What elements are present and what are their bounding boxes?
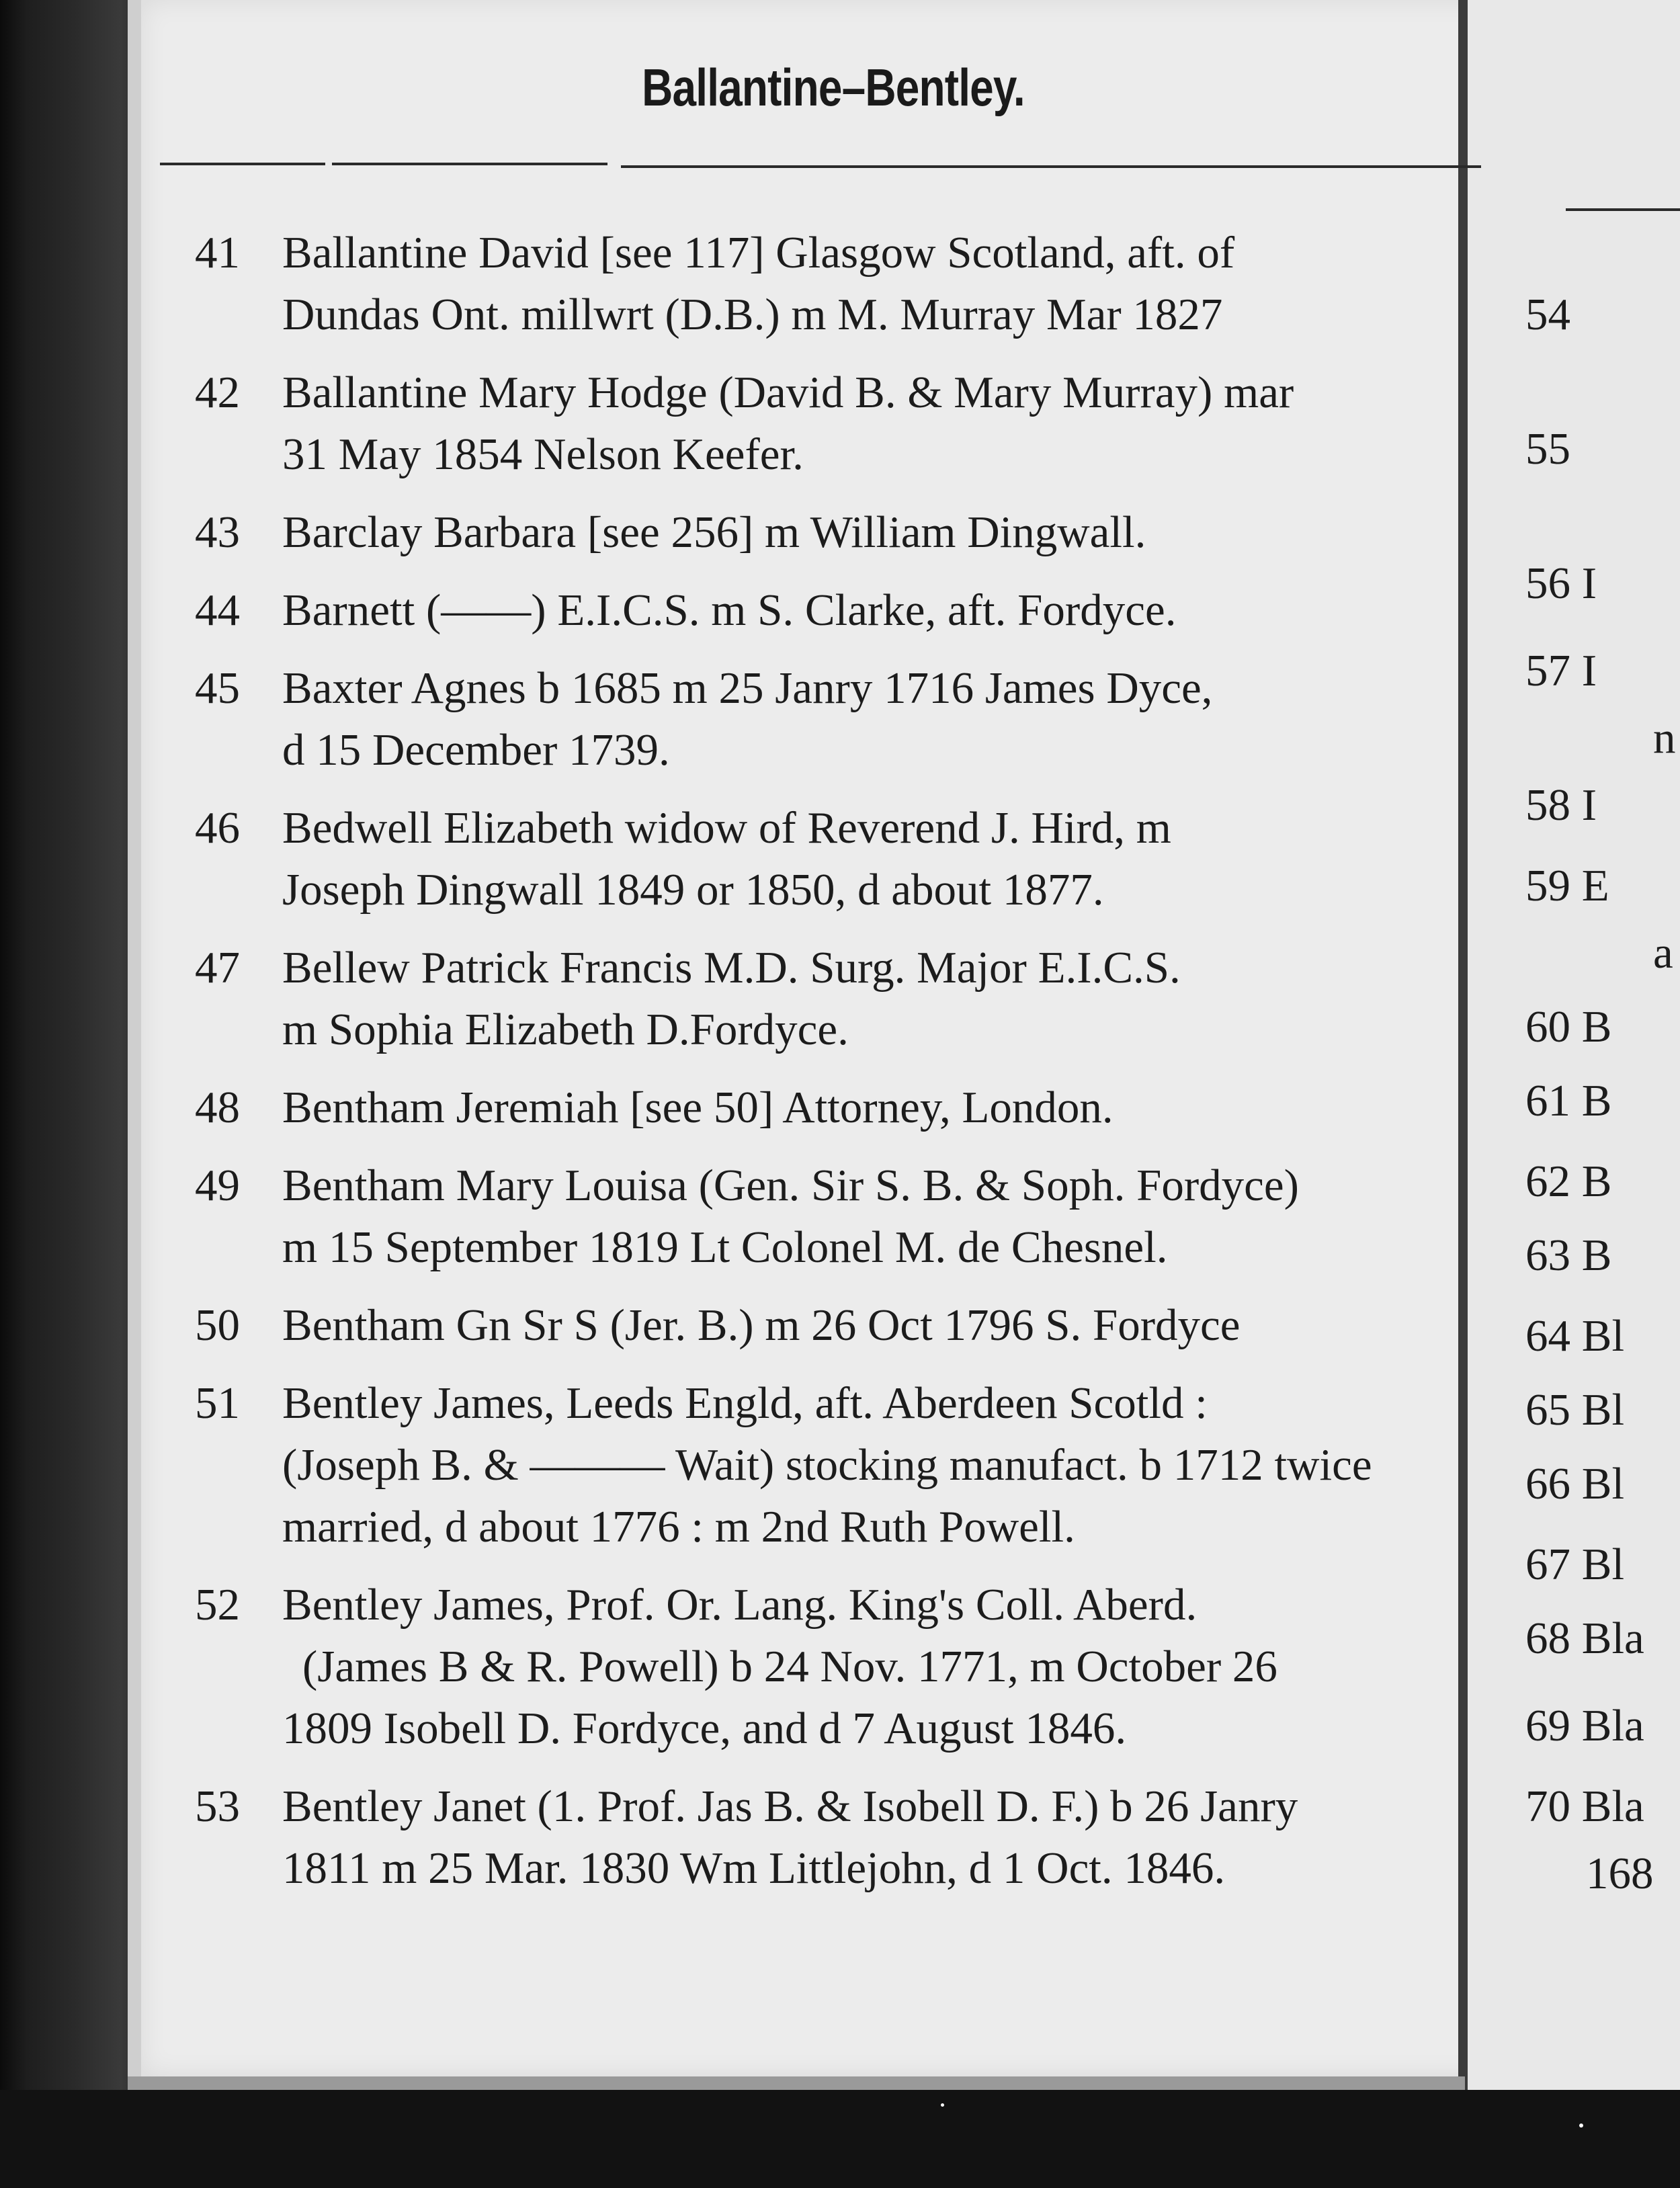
facing-page-entry: 168: [1586, 1849, 1654, 1898]
facing-page-entry: 61 B: [1525, 1076, 1612, 1126]
entry-row: [195, 1372, 1458, 1558]
entry-number: 43: [195, 507, 240, 557]
entry-number: 42: [195, 368, 240, 417]
entry-number: 53: [195, 1781, 240, 1831]
entry-text-line: Bentley James, Prof. Or. Lang. King's Coll. Aberd.: [282, 1580, 1198, 1630]
entry-text-line: Ballantine David [see 117] Glasgow Scotland, aft. of: [282, 228, 1235, 278]
entry-row: [195, 579, 1458, 641]
entry-text-line: Barclay Barbara [see 256] m William Dingwall.: [282, 507, 1146, 557]
facing-page-entry: 60 B: [1525, 1002, 1612, 1052]
facing-page-entry: 62 B: [1525, 1156, 1612, 1206]
facing-page-entry: 67 Bl: [1525, 1540, 1625, 1589]
entry-number: 49: [195, 1161, 240, 1210]
entry-text-line: Barnett (——) E.I.C.S. m S. Clarke, aft. Fordyce.: [282, 585, 1177, 635]
header-rule-middle: [332, 163, 607, 165]
entry-number: 47: [195, 943, 240, 993]
facing-page-entry: 70 Bla: [1525, 1781, 1644, 1831]
facing-page-entry: 59 E: [1525, 861, 1609, 911]
entry-text-line: m Sophia Elizabeth D.Fordyce.: [282, 1005, 849, 1054]
entry-row: [195, 657, 1458, 781]
entry-row: [195, 362, 1458, 485]
entry-number: 45: [195, 663, 240, 713]
facing-page-entry: 55: [1525, 424, 1570, 474]
entry-number: 51: [195, 1378, 240, 1428]
entry-text-line: Bedwell Elizabeth widow of Reverend J. Hird, m: [282, 803, 1171, 853]
entry-text-line: d 15 December 1739.: [282, 725, 670, 775]
entry-list: [195, 222, 1458, 1915]
facing-page-entry: 63 B: [1525, 1230, 1612, 1280]
header-rule-right: [621, 165, 1481, 168]
film-speck: [1579, 2123, 1583, 2128]
entry-row: [195, 1294, 1458, 1356]
entry-text-line: Dundas Ont. millwrt (D.B.) m M. Murray Mar 1827: [282, 290, 1223, 339]
entry-text-line: Bentham Gn Sr S (Jer. B.) m 26 Oct 1796 S. Fordyce: [282, 1300, 1241, 1350]
entry-text-line: 1809 Isobell D. Fordyce, and d 7 August 1846.: [282, 1703, 1127, 1753]
facing-page-entry: 57 I: [1525, 646, 1597, 696]
entry-text-line: Joseph Dingwall 1849 or 1850, d about 1877.: [282, 865, 1104, 915]
entry-text-line: m 15 September 1819 Lt Colonel M. de Chesnel.: [282, 1222, 1168, 1272]
entry-number: 48: [195, 1083, 240, 1132]
entry-text-line: (James B & R. Powell) b 24 Nov. 1771, m October 26: [302, 1642, 1277, 1691]
facing-page-entry: 69 Bla: [1525, 1701, 1644, 1751]
entry-text-line: Ballantine Mary Hodge (David B. & Mary Murray) mar: [282, 368, 1294, 417]
entry-row: [195, 501, 1458, 563]
facing-page-entry: 58 I: [1525, 780, 1597, 830]
entry-row: [195, 937, 1458, 1060]
facing-page-entry: 64 Bl: [1525, 1311, 1625, 1361]
entry-row: [195, 1574, 1458, 1759]
entry-text-line: Bentley James, Leeds Engld, aft. Aberdeen Scotld :: [282, 1378, 1208, 1428]
facing-page-entry: 65 Bl: [1525, 1385, 1625, 1435]
book-gutter: [1458, 0, 1468, 2090]
entry-row: [195, 222, 1458, 345]
entry-number: 52: [195, 1580, 240, 1630]
entry-text-line: 1811 m 25 Mar. 1830 Wm Littlejohn, d 1 Oct. 1846.: [282, 1843, 1226, 1893]
facing-page-entry: 54: [1525, 290, 1570, 339]
facing-page-rule: [1566, 208, 1680, 211]
entry-text-line: married, d about 1776 : m 2nd Ruth Powell.: [282, 1502, 1075, 1552]
entry-number: 46: [195, 803, 240, 853]
header-rule-left: [160, 163, 325, 165]
entry-row: [195, 797, 1458, 921]
facing-page-entry: a: [1653, 928, 1673, 978]
entry-number: 50: [195, 1300, 240, 1350]
entry-text-line: Bentham Jeremiah [see 50] Attorney, London.: [282, 1083, 1114, 1132]
entry-text-line: Bentley Janet (1. Prof. Jas B. & Isobell D. F.) b 26 Janry: [282, 1781, 1298, 1831]
page-title: Ballantine–Bentley.: [642, 58, 1025, 117]
facing-page-entry: n: [1653, 713, 1676, 763]
entry-number: 41: [195, 228, 240, 278]
film-speck: [941, 2103, 944, 2107]
film-bottom-band: [0, 2090, 1680, 2188]
entry-text-line: Bentham Mary Louisa (Gen. Sir S. B. & Soph. Fordyce): [282, 1161, 1299, 1210]
facing-page-entry: 66 Bl: [1525, 1459, 1625, 1509]
facing-page-entry: 56 I: [1525, 558, 1597, 608]
entry-text-line: Baxter Agnes b 1685 m 25 Janry 1716 James Dyce,: [282, 663, 1213, 713]
entry-number: 44: [195, 585, 240, 635]
entry-row: [195, 1154, 1458, 1278]
facing-page-entry: 68 Bla: [1525, 1613, 1644, 1663]
entry-row: [195, 1775, 1458, 1899]
entry-text-line: 31 May 1854 Nelson Keefer.: [282, 429, 804, 479]
entry-text-line: (Joseph B. & ——— Wait) stocking manufact. b 1712 twice: [282, 1440, 1372, 1490]
entry-text-line: Bellew Patrick Francis M.D. Surg. Major E.I.C.S.: [282, 943, 1181, 993]
entry-row: [195, 1077, 1458, 1138]
